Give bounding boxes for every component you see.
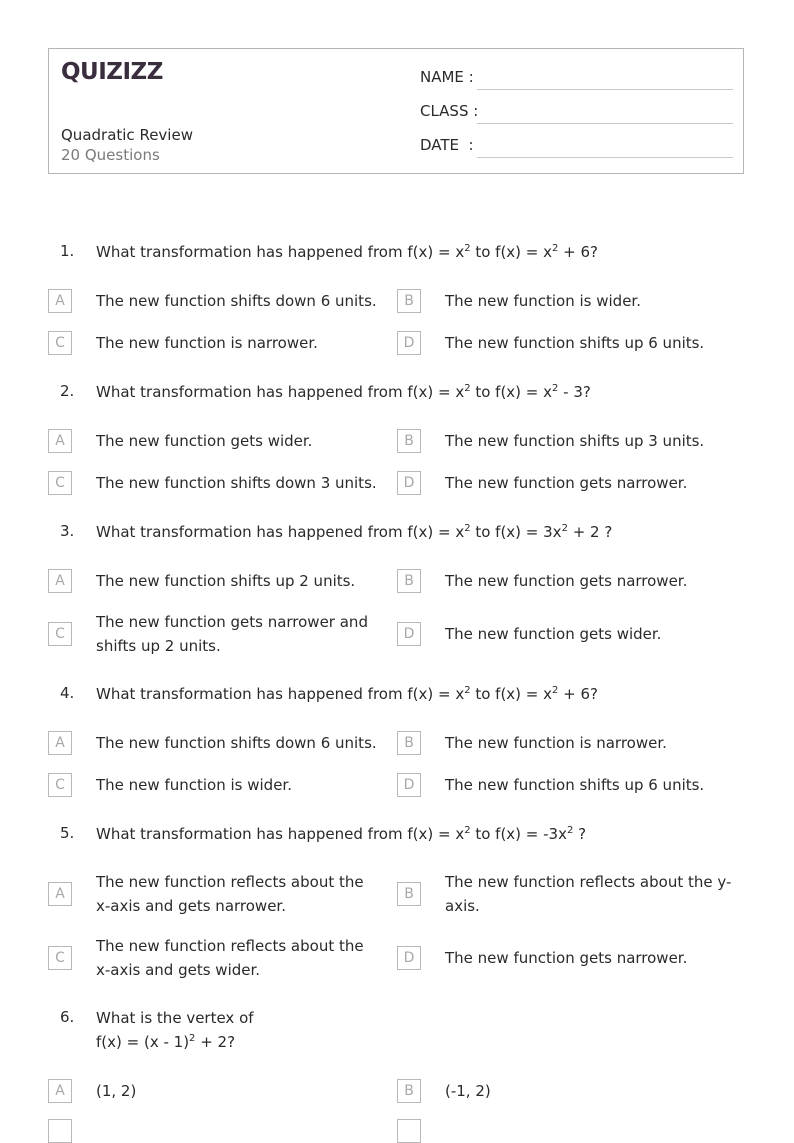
option-text: The new function shifts up 6 units.	[445, 334, 705, 352]
class-label: CLASS :	[420, 102, 479, 120]
question-number: 1.	[60, 242, 75, 260]
option-text: The new function gets wider.	[96, 432, 313, 450]
option-text: The new function gets wider.	[445, 625, 662, 643]
question-text: What transformation has happened from $f(x) = x^2$ to $f(x) = -3x^2$ ?	[96, 825, 587, 843]
option-letter-box[interactable]: A	[48, 289, 72, 313]
option-text: The new function shifts down 6 units.	[96, 734, 377, 752]
question-number: 5.	[60, 824, 75, 842]
name-label: NAME :	[420, 68, 474, 86]
option-letter-box[interactable]: B	[397, 731, 421, 755]
option-text: The new function is wider.	[445, 292, 641, 310]
option-letter-box[interactable]: B	[397, 569, 421, 593]
option-letter-box[interactable]: C	[48, 471, 72, 495]
date-line	[477, 157, 733, 158]
question-text: What is the vertex of f(x) = (x - 1)$^2$ + 2?	[96, 1009, 254, 1051]
option-letter-box[interactable]: D	[397, 471, 421, 495]
option-text: The new function is narrower.	[96, 334, 318, 352]
option-text: The new function is narrower.	[445, 734, 667, 752]
option-letter-box[interactable]: B	[397, 289, 421, 313]
option-letter-box[interactable]: D	[397, 622, 421, 646]
option-letter-box[interactable]: A	[48, 1079, 72, 1103]
option-text: The new function is wider.	[96, 776, 292, 794]
question-text: What transformation has happened from $f(x) = x^2$ to $f(x) = x^2 - 3$?	[96, 383, 591, 401]
option-text: (-1, 2)	[445, 1082, 491, 1100]
question-number: 3.	[60, 522, 75, 540]
option-text: The new function gets narrower.	[445, 572, 688, 590]
option-letter-box[interactable]: A	[48, 882, 72, 906]
option-text: The new function gets narrower and shifts up 2 units.	[96, 613, 368, 655]
option-letter-box[interactable]: D	[397, 946, 421, 970]
option-text: The new function shifts up 3 units.	[445, 432, 705, 450]
option-text: The new function reflects about the x-axis and gets narrower.	[96, 873, 364, 915]
worksheet-title: Quadratic Review	[61, 126, 193, 144]
option-letter-box[interactable]: D	[397, 331, 421, 355]
option-letter-box[interactable]: B	[397, 882, 421, 906]
option-text: The new function reflects about the x-axis and gets wider.	[96, 937, 364, 979]
option-letter-box[interactable]: B	[397, 429, 421, 453]
question-text: What transformation has happened from $f(x) = x^2$ to $f(x) = x^2 + 6$?	[96, 685, 599, 703]
question-count: 20 Questions	[61, 146, 160, 164]
option-text: The new function gets narrower.	[445, 474, 688, 492]
option-text: The new function shifts down 3 units.	[96, 474, 377, 492]
option-text: The new function shifts down 6 units.	[96, 292, 377, 310]
option-letter-box[interactable]: C	[48, 773, 72, 797]
option-letter-box[interactable]: C	[48, 622, 72, 646]
option-text: The new function shifts up 6 units.	[445, 776, 705, 794]
option-letter-box[interactable]: C	[48, 946, 72, 970]
quizizz-logo: QUIZIZZ	[61, 59, 163, 85]
option-letter-box[interactable]: A	[48, 429, 72, 453]
question-text: What transformation has happened from $f(x) = x^2$ to $f(x) = 3x^2 + 2$ ?	[96, 523, 613, 541]
class-line	[477, 123, 733, 124]
option-letter-box[interactable]: D	[397, 773, 421, 797]
question-number: 4.	[60, 684, 75, 702]
option-text: The new function gets narrower.	[445, 949, 688, 967]
option-text: The new function reflects about the y-axis.	[445, 873, 732, 915]
question-number: 6.	[60, 1008, 75, 1026]
question-number: 2.	[60, 382, 75, 400]
option-text: The new function shifts up 2 units.	[96, 572, 356, 590]
option-letter-box[interactable]: B	[397, 1079, 421, 1103]
date-label: DATE :	[420, 136, 474, 154]
name-line	[477, 89, 733, 90]
worksheet-header	[48, 48, 744, 174]
option-letter-box[interactable]: A	[48, 569, 72, 593]
option-text: (1, 2)	[96, 1082, 137, 1100]
question-text: What transformation has happened from $f(x) = x^2$ to $f(x) = x^2 + 6$?	[96, 243, 599, 261]
option-letter-box[interactable]: A	[48, 731, 72, 755]
option-letter-box[interactable]: C	[48, 331, 72, 355]
